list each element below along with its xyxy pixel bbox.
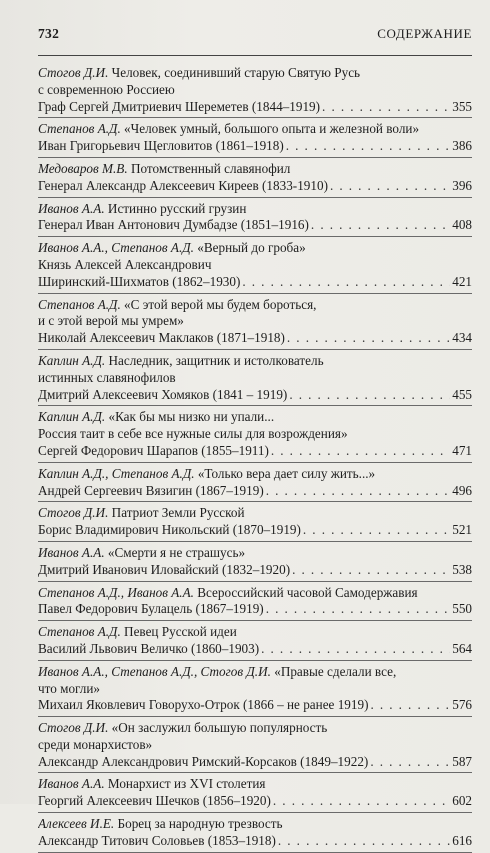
toc-entry-subject: Борис Владимирович Никольский (1870–1919): [38, 522, 301, 538]
toc-entry-title-line: [38, 409, 472, 426]
toc-entry-subject-line: [38, 483, 472, 500]
toc-entry: [38, 294, 472, 350]
toc-entry-author: Степанов А.Д.: [38, 296, 121, 312]
toc-entry-author: Иванов А.А., Степанов А.Д., Стогов Д.И.: [38, 663, 271, 679]
toc-entry-subject: Генерал Иван Антонович Думбадзе (1851–1916): [38, 217, 309, 233]
toc-entry-subject-line: [38, 217, 472, 234]
toc-entry-subject: Иван Григорьевич Щегловитов (1861–1918): [38, 138, 284, 154]
toc-entry-subject: Александр Титович Соловьев (1853–1918): [38, 832, 276, 848]
toc-entry-title-line: [38, 466, 472, 483]
toc-entry-subject: Василий Львович Величко (1860–1903): [38, 640, 260, 656]
toc-entry-subject-line: [38, 754, 472, 771]
dot-leader: [271, 443, 450, 460]
toc-entry-subject: Ширинский-Шихматов (1862–1930): [38, 273, 241, 289]
toc-entry-page: 396: [452, 177, 472, 193]
toc-entry-title: «Смерти я не страшусь»: [107, 544, 246, 560]
toc-entry-subject-line: [38, 793, 472, 810]
toc-entry-author: Стогов Д.И.: [38, 65, 109, 80]
toc-entry-title: «Человек умный, большого опыта и железной воли»: [124, 121, 420, 137]
toc-entry-author: Степанов А.Д.: [38, 624, 121, 640]
toc-entry-title: что могли»: [38, 680, 101, 696]
toc-entry-page: 616: [452, 832, 472, 848]
toc-entry-title-line: [38, 161, 472, 178]
toc-entry-subject-line: [38, 274, 472, 291]
toc-entry-title-line: [38, 776, 472, 793]
toc-entry-page: 564: [452, 640, 472, 656]
toc-entry-title: «Верный до гроба»: [197, 240, 306, 256]
toc-entry: [38, 350, 472, 406]
toc-entry-title: «С этой верой мы будем бороться,: [124, 296, 317, 312]
toc-entry: [38, 237, 472, 293]
toc-entry-author: Иванов А.А.: [38, 544, 105, 560]
toc-entry-author: Каплин А.Д.: [38, 409, 106, 425]
toc-entry-subject-line: [38, 443, 472, 460]
toc-entry-subject: Дмитрий Иванович Иловайский (1832–1920): [38, 561, 291, 577]
dot-leader: [311, 217, 450, 234]
toc-entry-title-line: [38, 353, 472, 370]
toc-entry-author: Степанов А.Д., Иванов А.А.: [38, 584, 194, 600]
toc-entry-subject: Александр Александрович Римский-Корсаков (1849–1922): [38, 753, 369, 769]
toc-entry-title: «Как бы мы низко ни упали...: [108, 409, 275, 425]
toc-entry-author: Каплин А.Д.: [38, 352, 106, 368]
toc-entry-title-line: [38, 65, 472, 82]
toc-entry-title: Наследник, защитник и истолкователь: [108, 352, 324, 368]
toc-entry-page: 496: [452, 482, 472, 498]
toc-entry-subject-line: [38, 562, 472, 579]
toc-entry-subject: Генерал Александр Алексеевич Киреев (1833-1910): [38, 177, 328, 193]
toc-entry-subject-line: [38, 522, 472, 539]
running-title: СОДЕРЖАНИЕ: [377, 26, 472, 41]
toc-entry: [38, 582, 472, 622]
toc-entry-title-line: [38, 624, 472, 641]
dot-leader: [370, 754, 450, 771]
toc-entry-subject-line: [38, 138, 472, 155]
toc-entry-title: и с этой верой мы умрем»: [38, 313, 184, 329]
dot-leader: [242, 274, 450, 291]
toc-entry-title-line: [38, 313, 472, 330]
toc-entry-title: среди монархистов»: [38, 736, 153, 752]
toc-entry: [38, 661, 472, 717]
dot-leader: [322, 99, 450, 116]
toc-entry-page: 455: [452, 386, 472, 402]
toc-entry-author: Алексеев И.Е.: [38, 816, 115, 832]
toc-entry-subject-line: [38, 178, 472, 195]
toc-entry-author: Медоваров М.В.: [38, 160, 128, 176]
toc-entry: [38, 158, 472, 198]
toc-entry: [38, 406, 472, 462]
toc-entry-page: 538: [452, 561, 472, 577]
toc-entry: [38, 813, 472, 853]
toc-entry-page: 355: [452, 98, 472, 114]
toc-entry-subject: Андрей Сергеевич Вязигин (1867–1919): [38, 482, 264, 498]
toc-entry-title: Человек, соединивший старую Святую Русь: [111, 65, 361, 80]
toc-entry-title: «Правые сделали все,: [274, 663, 397, 679]
dot-leader: [289, 387, 450, 404]
dot-leader: [266, 601, 451, 618]
toc-entry-page: 434: [452, 330, 472, 346]
toc-entry-title: Всероссийский часовой Самодержавия: [197, 584, 418, 600]
toc-entry-title-line: [38, 737, 472, 754]
toc-entry-title: Истинно русский грузин: [107, 200, 247, 216]
toc-entry-subject: Дмитрий Алексеевич Хомяков (1841 – 1919): [38, 386, 288, 402]
toc-entry-author: Стогов Д.И.: [38, 505, 109, 521]
toc-entry-title: «Только вера дает силу жить...»: [197, 465, 376, 481]
dot-leader: [273, 793, 450, 810]
dot-leader: [266, 483, 450, 500]
toc-entry: [38, 118, 472, 158]
toc-entry-subject-line: [38, 833, 472, 850]
toc-entry-subject: Георгий Алексеевич Шечков (1856–1920): [38, 793, 271, 809]
toc-entry-title-line: [38, 720, 472, 737]
toc-entry-title: истинных славянофилов: [38, 369, 176, 385]
toc-entry-title: Россия таит в себе все нужные силы для возрождения»: [38, 426, 348, 442]
dot-leader: [292, 562, 450, 579]
toc-entry-title: Князь Алексей Александрович: [38, 256, 212, 272]
toc-entry-subject-line: [38, 641, 472, 658]
toc-entry-page: 421: [452, 273, 472, 289]
page-header: [38, 26, 472, 56]
toc-entry: [38, 542, 472, 582]
dot-leader: [370, 697, 450, 714]
toc-entry-subject: Павел Федорович Булацель (1867–1919): [38, 601, 264, 617]
toc-entry: [38, 773, 472, 813]
toc-entry-title: Монархист из XVI столетия: [107, 776, 266, 792]
toc-entry-subject: Николай Алексеевич Маклаков (1871–1918): [38, 330, 285, 346]
toc-entry: [38, 717, 472, 773]
toc-entry-page: 576: [452, 697, 472, 713]
dot-leader: [303, 522, 450, 539]
dot-leader: [287, 330, 450, 347]
toc-entry-title-line: [38, 370, 472, 387]
toc-entry: [38, 621, 472, 661]
toc-entry-subject: Граф Сергей Дмитриевич Шереметев (1844–1919): [38, 98, 321, 114]
toc-entry-title-line: [38, 816, 472, 833]
toc-entry-title-line: [38, 426, 472, 443]
toc-entry: [38, 502, 472, 542]
toc-entry: [38, 463, 472, 503]
toc-entry-title-line: [38, 585, 472, 602]
toc-entry-title-line: [38, 681, 472, 698]
toc-entry-page: 602: [452, 793, 472, 809]
dot-leader: [330, 178, 450, 195]
toc-entry-title-line: [38, 121, 472, 138]
toc-entry-author: Иванов А.А.: [38, 200, 105, 216]
toc-entry-title-line: [38, 505, 472, 522]
toc-entry-title-line: [38, 257, 472, 274]
dot-leader: [278, 833, 450, 850]
toc-entry-page: 408: [452, 217, 472, 233]
dot-leader: [261, 641, 450, 658]
table-of-contents: [38, 62, 472, 853]
page-number: 732: [38, 26, 60, 41]
toc-entry-title: Потомственный славянофил: [130, 160, 291, 176]
toc-entry-subject-line: [38, 330, 472, 347]
toc-entry-author: Каплин А.Д., Степанов А.Д.: [38, 465, 195, 481]
toc-entry-subject: Михаил Яковлевич Говорухо-Отрок (1866 – не ранее 1919): [38, 697, 369, 713]
toc-entry-subject: Сергей Федорович Шарапов (1855–1911): [38, 442, 269, 458]
toc-entry-title-line: [38, 664, 472, 681]
toc-entry-author: Стогов Д.И.: [38, 720, 109, 736]
toc-entry-title: «Он заслужил большую популярность: [111, 720, 328, 736]
toc-entry-title-line: [38, 240, 472, 257]
toc-entry-author: Иванов А.А., Степанов А.Д.: [38, 240, 194, 256]
toc-entry-title-line: [38, 201, 472, 218]
toc-entry-page: 587: [452, 753, 472, 769]
toc-entry-subject-line: [38, 601, 472, 618]
toc-entry-page: 521: [452, 522, 472, 538]
toc-entry-page: 471: [452, 442, 472, 458]
toc-entry-title: Борец за народную трезвость: [117, 816, 283, 832]
toc-entry-title: с современною Россиею: [38, 81, 175, 97]
toc-entry-subject-line: [38, 99, 472, 116]
toc-entry-title-line: [38, 545, 472, 562]
toc-entry-subject-line: [38, 387, 472, 404]
toc-entry-author: Степанов А.Д.: [38, 121, 121, 137]
toc-entry-author: Иванов А.А.: [38, 776, 105, 792]
toc-entry: [38, 62, 472, 118]
toc-entry-title: Певец Русской идеи: [124, 624, 237, 640]
toc-entry-subject-line: [38, 697, 472, 714]
toc-entry-title-line: [38, 82, 472, 99]
toc-entry-page: 386: [452, 138, 472, 154]
toc-entry-title-line: [38, 297, 472, 314]
toc-entry-page: 550: [452, 601, 472, 617]
toc-entry-title: Патриот Земли Русской: [111, 505, 245, 521]
toc-entry: [38, 198, 472, 238]
dot-leader: [286, 138, 450, 155]
